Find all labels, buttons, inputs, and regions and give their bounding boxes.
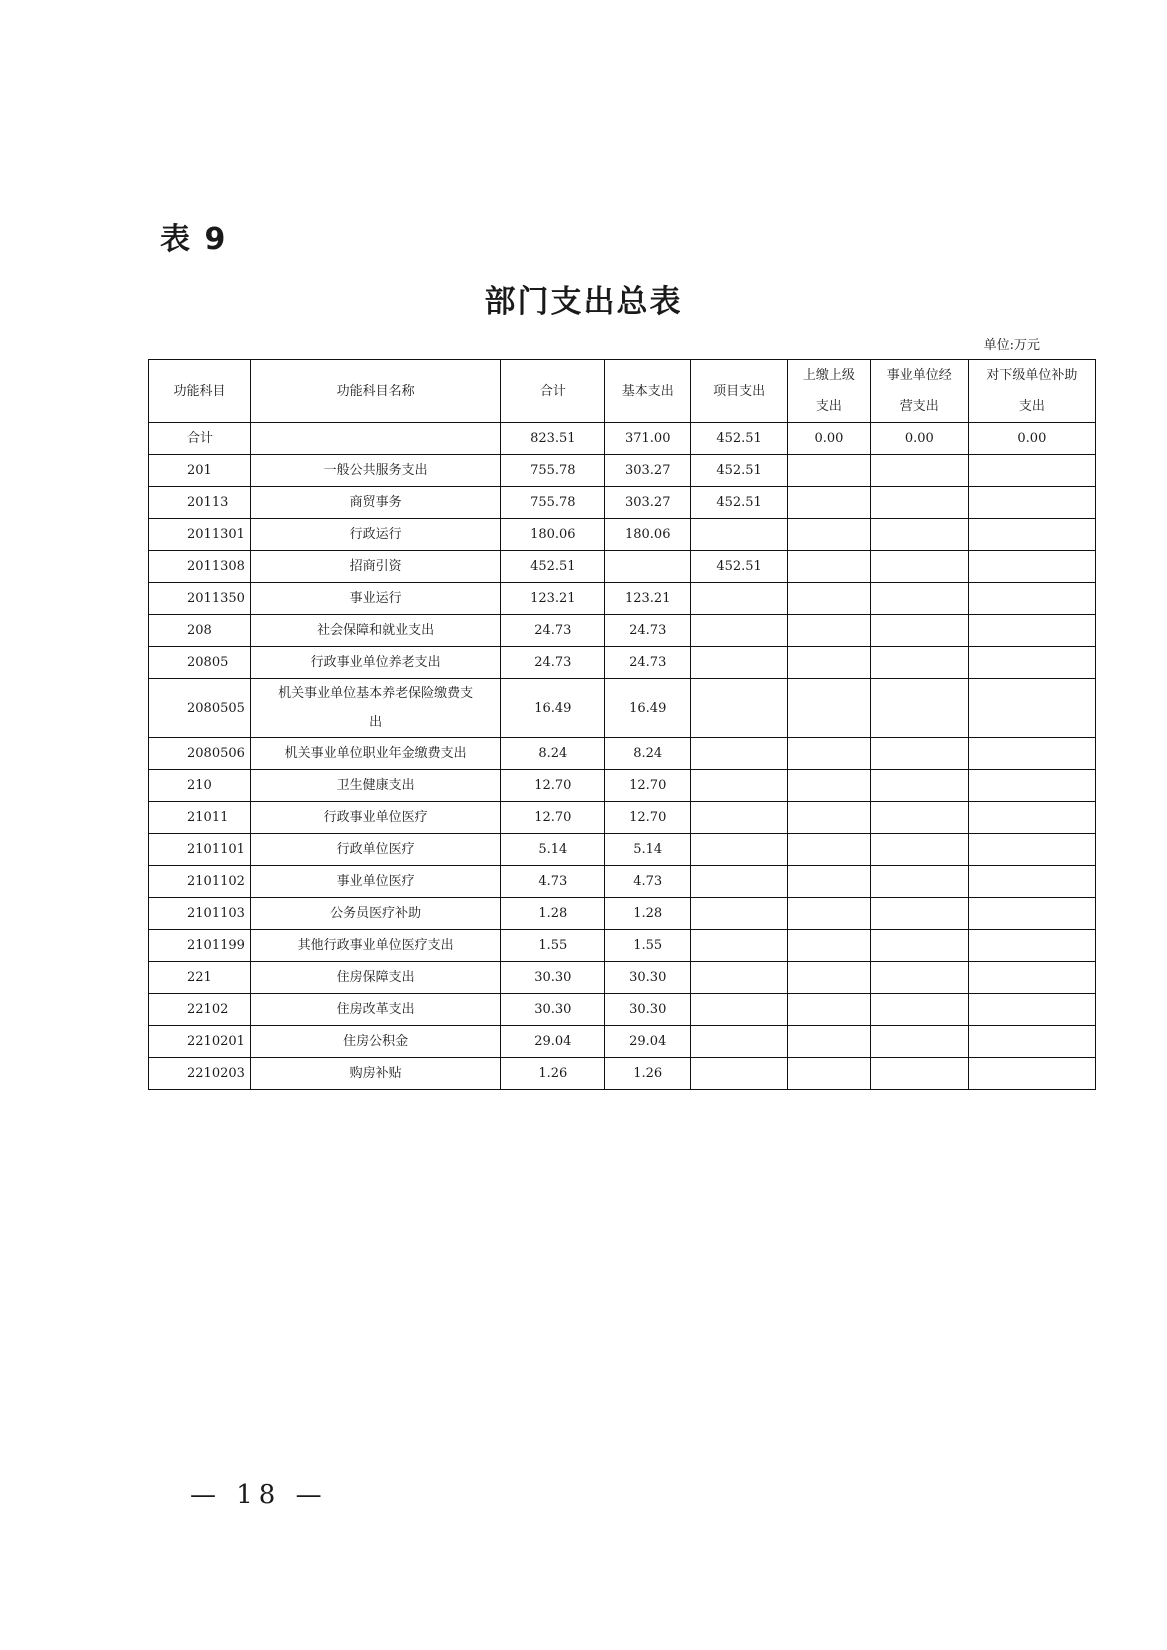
cell-col-project	[691, 834, 788, 866]
cell-col-business-op	[870, 770, 968, 802]
table-row	[149, 994, 1096, 1026]
cell-col-subsidy-lower	[968, 738, 1095, 770]
cell-col-project	[691, 930, 788, 962]
cell-col-basic: 30.30	[605, 962, 691, 994]
cell-col-total: 755.78	[501, 455, 605, 487]
cell-col-remit-superior	[788, 615, 871, 647]
cell-col-basic: 12.70	[605, 802, 691, 834]
cell-col-function-code: 2101102	[149, 866, 251, 898]
cell-col-project: 452.51	[691, 487, 788, 519]
cell-col-function-name: 行政运行	[250, 519, 500, 551]
cell-col-remit-superior	[788, 679, 871, 738]
cell-col-project	[691, 583, 788, 615]
cell-col-project	[691, 738, 788, 770]
table-row	[149, 423, 1096, 455]
cell-col-function-code: 20113	[149, 487, 251, 519]
cell-col-basic: 1.55	[605, 930, 691, 962]
cell-col-function-code: 210	[149, 770, 251, 802]
column-header-col-function-name: 功能科目名称	[250, 360, 500, 423]
cell-col-subsidy-lower	[968, 551, 1095, 583]
column-header-col-total: 合计	[501, 360, 605, 423]
cell-col-business-op	[870, 583, 968, 615]
cell-col-function-code: 2101101	[149, 834, 251, 866]
cell-col-function-name: 卫生健康支出	[250, 770, 500, 802]
cell-col-project	[691, 866, 788, 898]
cell-col-business-op	[870, 930, 968, 962]
cell-col-project	[691, 1058, 788, 1090]
cell-col-function-code: 2080505	[149, 679, 251, 738]
cell-col-function-name: 商贸事务	[250, 487, 500, 519]
cell-col-total: 24.73	[501, 647, 605, 679]
table-row	[149, 487, 1096, 519]
cell-col-total: 12.70	[501, 770, 605, 802]
cell-col-subsidy-lower	[968, 994, 1095, 1026]
cell-col-total: 5.14	[501, 834, 605, 866]
cell-col-total: 8.24	[501, 738, 605, 770]
cell-col-business-op	[870, 962, 968, 994]
expense-table	[148, 359, 1096, 1090]
cell-col-function-name: 事业运行	[250, 583, 500, 615]
table-row	[149, 519, 1096, 551]
cell-col-subsidy-lower	[968, 583, 1095, 615]
cell-col-subsidy-lower	[968, 1058, 1095, 1090]
cell-col-subsidy-lower	[968, 519, 1095, 551]
cell-col-total: 1.28	[501, 898, 605, 930]
cell-col-business-op	[870, 1058, 968, 1090]
unit-note: 单位:万元	[983, 338, 1040, 353]
cell-col-business-op: 0.00	[870, 423, 968, 455]
table-row	[149, 615, 1096, 647]
cell-col-project	[691, 770, 788, 802]
table-label: 表 9	[160, 222, 228, 257]
cell-col-remit-superior	[788, 738, 871, 770]
cell-col-subsidy-lower	[968, 962, 1095, 994]
cell-col-remit-superior	[788, 455, 871, 487]
table-row	[149, 647, 1096, 679]
cell-col-subsidy-lower	[968, 770, 1095, 802]
cell-col-function-code: 21011	[149, 802, 251, 834]
cell-col-function-name: 一般公共服务支出	[250, 455, 500, 487]
cell-col-project	[691, 647, 788, 679]
cell-col-project: 452.51	[691, 455, 788, 487]
column-header-col-subsidy-lower: 对下级单位补助支出	[968, 360, 1095, 423]
cell-col-remit-superior	[788, 519, 871, 551]
cell-col-business-op	[870, 519, 968, 551]
cell-col-business-op	[870, 898, 968, 930]
cell-col-subsidy-lower	[968, 615, 1095, 647]
cell-col-basic	[605, 551, 691, 583]
cell-col-function-code: 2101199	[149, 930, 251, 962]
cell-col-function-name: 行政事业单位养老支出	[250, 647, 500, 679]
table-row	[149, 930, 1096, 962]
cell-col-basic: 123.21	[605, 583, 691, 615]
cell-col-basic: 4.73	[605, 866, 691, 898]
table-row	[149, 1058, 1096, 1090]
cell-col-basic: 303.27	[605, 487, 691, 519]
cell-col-remit-superior	[788, 834, 871, 866]
cell-col-function-code: 2080506	[149, 738, 251, 770]
table-row	[149, 551, 1096, 583]
cell-col-remit-superior	[788, 1026, 871, 1058]
cell-col-function-name: 其他行政事业单位医疗支出	[250, 930, 500, 962]
table-row	[149, 802, 1096, 834]
column-header-col-business-op: 事业单位经营支出	[870, 360, 968, 423]
cell-col-subsidy-lower	[968, 487, 1095, 519]
cell-col-basic: 1.26	[605, 1058, 691, 1090]
cell-col-business-op	[870, 834, 968, 866]
cell-col-total: 180.06	[501, 519, 605, 551]
cell-col-function-name: 住房公积金	[250, 1026, 500, 1058]
cell-col-function-code: 2011301	[149, 519, 251, 551]
table-row	[149, 1026, 1096, 1058]
cell-col-function-name: 社会保障和就业支出	[250, 615, 500, 647]
cell-col-basic: 180.06	[605, 519, 691, 551]
cell-col-basic: 24.73	[605, 647, 691, 679]
cell-col-total: 1.26	[501, 1058, 605, 1090]
cell-col-function-code: 2011350	[149, 583, 251, 615]
cell-col-basic: 8.24	[605, 738, 691, 770]
cell-col-subsidy-lower: 0.00	[968, 423, 1095, 455]
cell-col-project: 452.51	[691, 423, 788, 455]
cell-col-remit-superior	[788, 1058, 871, 1090]
cell-col-project: 452.51	[691, 551, 788, 583]
cell-col-project	[691, 802, 788, 834]
table-row	[149, 834, 1096, 866]
cell-col-total: 30.30	[501, 994, 605, 1026]
cell-col-total: 24.73	[501, 615, 605, 647]
cell-col-business-op	[870, 679, 968, 738]
cell-col-total: 452.51	[501, 551, 605, 583]
cell-col-subsidy-lower	[968, 679, 1095, 738]
table-body	[149, 423, 1096, 1090]
cell-col-project	[691, 519, 788, 551]
cell-col-project	[691, 962, 788, 994]
cell-col-function-code: 合计	[149, 423, 251, 455]
column-header-col-basic: 基本支出	[605, 360, 691, 423]
cell-col-remit-superior	[788, 770, 871, 802]
cell-col-remit-superior	[788, 583, 871, 615]
cell-col-total: 16.49	[501, 679, 605, 738]
cell-col-function-name: 行政单位医疗	[250, 834, 500, 866]
cell-col-remit-superior	[788, 551, 871, 583]
cell-col-function-name	[250, 423, 500, 455]
cell-col-total: 123.21	[501, 583, 605, 615]
cell-col-basic: 24.73	[605, 615, 691, 647]
cell-col-function-name: 购房补贴	[250, 1058, 500, 1090]
cell-col-basic: 1.28	[605, 898, 691, 930]
cell-col-business-op	[870, 551, 968, 583]
table-row	[149, 455, 1096, 487]
cell-col-total: 12.70	[501, 802, 605, 834]
cell-col-remit-superior	[788, 647, 871, 679]
cell-col-function-code: 201	[149, 455, 251, 487]
cell-col-total: 823.51	[501, 423, 605, 455]
table-row	[149, 866, 1096, 898]
cell-col-remit-superior	[788, 898, 871, 930]
cell-col-business-op	[870, 802, 968, 834]
table-header	[149, 360, 1096, 423]
cell-col-subsidy-lower	[968, 866, 1095, 898]
cell-col-business-op	[870, 738, 968, 770]
cell-col-business-op	[870, 615, 968, 647]
cell-col-function-name: 招商引资	[250, 551, 500, 583]
cell-col-subsidy-lower	[968, 647, 1095, 679]
cell-col-function-code: 2101103	[149, 898, 251, 930]
cell-col-remit-superior: 0.00	[788, 423, 871, 455]
cell-col-function-code: 2210201	[149, 1026, 251, 1058]
cell-col-basic: 29.04	[605, 1026, 691, 1058]
cell-col-function-name: 机关事业单位职业年金缴费支出	[250, 738, 500, 770]
cell-col-function-name: 公务员医疗补助	[250, 898, 500, 930]
cell-col-project	[691, 898, 788, 930]
cell-col-remit-superior	[788, 930, 871, 962]
table-row	[149, 962, 1096, 994]
cell-col-function-name: 机关事业单位基本养老保险缴费支出	[250, 679, 500, 738]
cell-col-subsidy-lower	[968, 898, 1095, 930]
cell-col-total: 29.04	[501, 1026, 605, 1058]
cell-col-function-name: 事业单位医疗	[250, 866, 500, 898]
cell-col-function-name: 住房保障支出	[250, 962, 500, 994]
cell-col-function-code: 208	[149, 615, 251, 647]
cell-col-remit-superior	[788, 962, 871, 994]
cell-col-business-op	[870, 647, 968, 679]
cell-col-basic: 5.14	[605, 834, 691, 866]
cell-col-business-op	[870, 866, 968, 898]
cell-col-function-code: 2011308	[149, 551, 251, 583]
cell-col-basic: 16.49	[605, 679, 691, 738]
cell-col-total: 30.30	[501, 962, 605, 994]
page-title: 部门支出总表	[484, 284, 683, 320]
cell-col-project	[691, 615, 788, 647]
cell-col-remit-superior	[788, 487, 871, 519]
cell-col-business-op	[870, 455, 968, 487]
cell-col-business-op	[870, 994, 968, 1026]
cell-col-subsidy-lower	[968, 802, 1095, 834]
cell-col-basic: 371.00	[605, 423, 691, 455]
cell-col-business-op	[870, 487, 968, 519]
cell-col-basic: 303.27	[605, 455, 691, 487]
cell-col-subsidy-lower	[968, 930, 1095, 962]
cell-col-basic: 12.70	[605, 770, 691, 802]
cell-col-function-code: 221	[149, 962, 251, 994]
table-row	[149, 770, 1096, 802]
cell-col-function-name: 行政事业单位医疗	[250, 802, 500, 834]
cell-col-function-code: 22102	[149, 994, 251, 1026]
table-row	[149, 738, 1096, 770]
cell-col-function-code: 2210203	[149, 1058, 251, 1090]
cell-col-subsidy-lower	[968, 455, 1095, 487]
cell-col-total: 4.73	[501, 866, 605, 898]
cell-col-function-code: 20805	[149, 647, 251, 679]
cell-col-subsidy-lower	[968, 834, 1095, 866]
cell-col-remit-superior	[788, 802, 871, 834]
cell-col-remit-superior	[788, 994, 871, 1026]
cell-col-project	[691, 994, 788, 1026]
table-row	[149, 679, 1096, 738]
header-row	[149, 360, 1096, 423]
column-header-col-project: 项目支出	[691, 360, 788, 423]
cell-col-subsidy-lower	[968, 1026, 1095, 1058]
column-header-col-remit-superior: 上缴上级支出	[788, 360, 871, 423]
cell-col-project	[691, 679, 788, 738]
cell-col-project	[691, 1026, 788, 1058]
cell-col-total: 1.55	[501, 930, 605, 962]
cell-col-basic: 30.30	[605, 994, 691, 1026]
cell-col-total: 755.78	[501, 487, 605, 519]
page-number: — 18 —	[190, 1480, 328, 1510]
cell-col-business-op	[870, 1026, 968, 1058]
table-row	[149, 898, 1096, 930]
column-header-col-function-code: 功能科目	[149, 360, 251, 423]
cell-col-function-name: 住房改革支出	[250, 994, 500, 1026]
table-row	[149, 583, 1096, 615]
cell-col-remit-superior	[788, 866, 871, 898]
